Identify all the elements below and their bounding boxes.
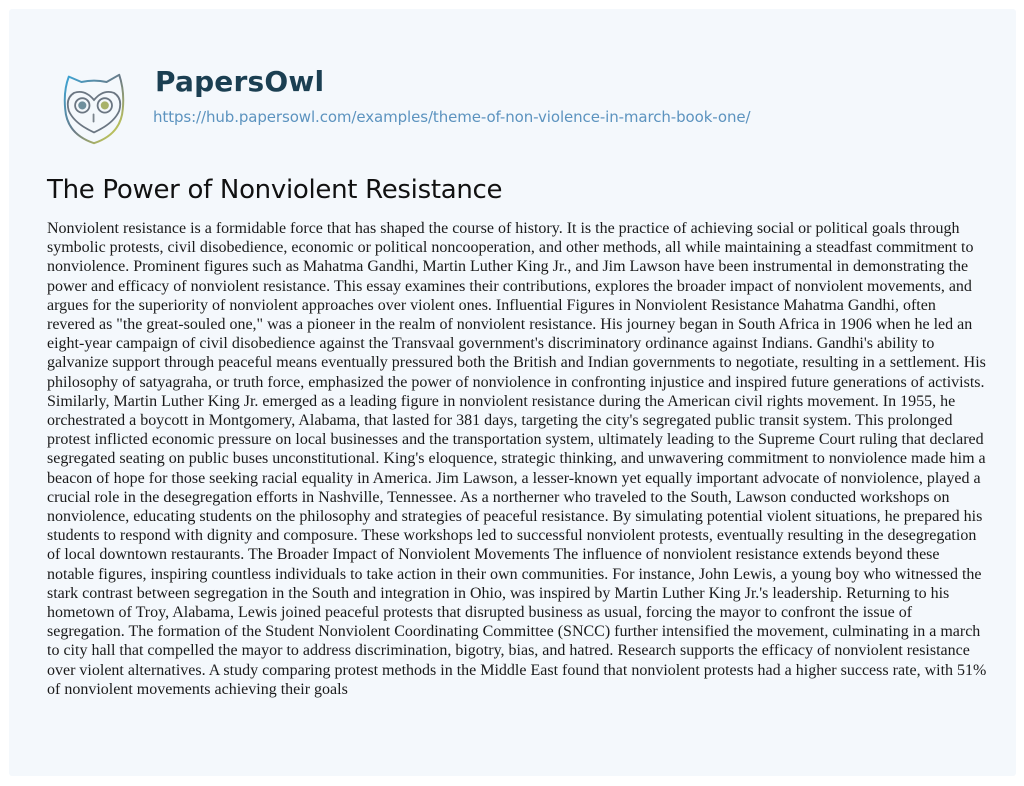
essay-page xyxy=(9,9,1016,776)
brand-name: PapersOwl xyxy=(155,65,325,98)
page-title: The Power of Nonviolent Resistance xyxy=(47,175,503,205)
source-url-link[interactable]: https://hub.papersowl.com/examples/theme-of-non-violence-in-march-book-one/ xyxy=(153,108,751,126)
page-header xyxy=(9,9,1016,159)
owl-logo-icon xyxy=(49,64,139,154)
essay-body: Nonviolent resistance is a formidable force that has shaped the course of history. It is the practice of achieving social or political goals through symbolic protests, civil disobedience, economic or political noncooperation, and other methods, all while maintaining a steadfast commitment to nonviolence. Prominent figures such as Mahatma Gandhi, Martin Luther King Jr., and Jim Lawson have been instrumental in demonstrating the power and efficacy of nonviolent resistance. This essay examines their contributions, explores the broader impact of nonviolent movements, and argues for the superiority of nonviolent approaches over violent ones. Influential Figures in Nonviolent Resistance Mahatma Gandhi, often revered as "the great-souled one," was a pioneer in the realm of nonviolent resistance. His journey began in South Africa in 1906 when he led an eight-year campaign of civil disobedience against the Transvaal government's discriminatory ordinance against Indians. Gandhi's ability to galvanize support through peaceful means eventually pressured both the British and Indian governments to negotiate, resulting in a settlement. His philosophy of satyagraha, or truth force, emphasized the power of nonviolence in confronting injustice and inspired future generations of activists. Similarly, Martin Luther King Jr. emerged as a leading figure in nonviolent resistance during the American civil rights movement. In 1955, he orchestrated a boycott in Montgomery, Alabama, that lasted for 381 days, targeting the city's segregated public transit system. This prolonged protest inflicted economic pressure on local businesses and the transportation system, ultimately leading to the Supreme Court ruling that declared segregated seating on public buses unconstitutional. King's eloquence, strategic thinking, and unwavering commitment to nonviolence made him a beacon of hope for those seeking racial equality in America. Jim Lawson, a lesser-known yet equally important advocate of nonviolence, played a crucial role in the desegregation efforts in Nashville, Tennessee. As a northerner who traveled to the South, Lawson conducted workshops on nonviolence, educating students on the philosophy and strategies of peaceful resistance. By simulating potential violent situations, he prepared his students to respond with dignity and composure. These workshops led to successful nonviolent protests, eventually resulting in the desegregation of local downtown restaurants. The Broader Impact of Nonviolent Movements The influence of nonviolent resistance extends beyond these notable figures, inspiring countless individuals to take action in their own communities. For instance, John Lewis, a young boy who witnessed the stark contrast between segregation in the South and integration in Ohio, was inspired by Martin Luther King Jr.'s leadership. Returning to his hometown of Troy, Alabama, Lewis joined peaceful protests that disrupted business as usual, forcing the mayor to confront the issue of segregation. The formation of the Student Nonviolent Coordinating Committee (SNCC) further intensified the movement, culminating in a march to city hall that compelled the mayor to address discrimination, bigotry, bias, and hatred. Research supports the efficacy of nonviolent resistance over violent alternatives. A study comparing protest methods in the Middle East found that nonviolent protests had a higher success rate, with 51% of nonviolent movements achieving their goals xyxy=(47,220,987,698)
